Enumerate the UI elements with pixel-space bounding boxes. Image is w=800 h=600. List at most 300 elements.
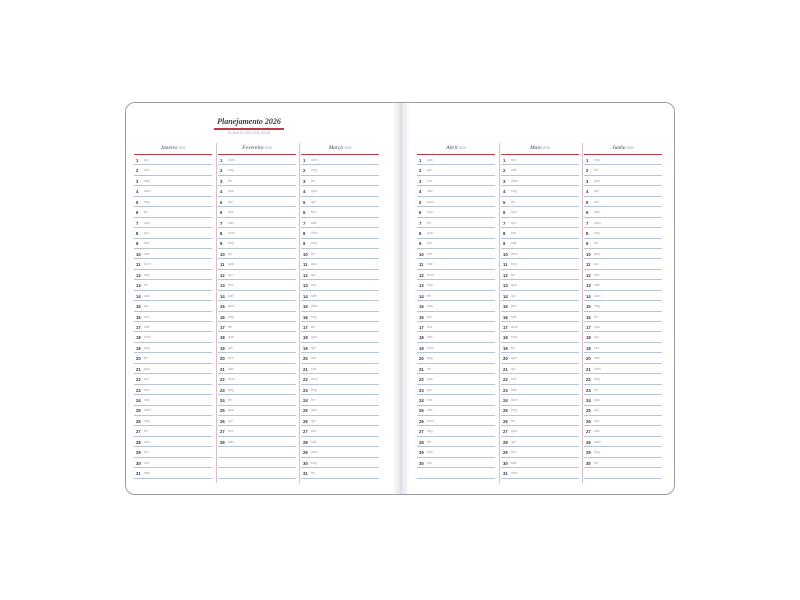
weekday-abbrev: qua [144, 293, 150, 298]
day-number: 1 [220, 157, 223, 163]
weekday-abbrev: sáb [511, 241, 517, 246]
weekday-abbrev: qua [311, 262, 317, 267]
weekday-abbrev: ter [144, 429, 148, 434]
day-number: 27 [303, 429, 308, 435]
day-list [301, 155, 379, 479]
day-number: 22 [136, 377, 141, 383]
day-row [218, 322, 296, 332]
month-header [301, 143, 379, 153]
day-number: 25 [303, 408, 308, 414]
weekday-abbrev: qua [594, 178, 600, 183]
weekday-abbrev: seg [228, 314, 234, 319]
day-row [134, 468, 212, 478]
weekday-abbrev: dom [144, 262, 151, 267]
day-row [501, 437, 579, 447]
day-row [218, 301, 296, 311]
day-number: 23 [136, 387, 141, 393]
weekday-abbrev: dom [228, 377, 235, 382]
weekday-abbrev: qua [594, 324, 600, 329]
weekday-abbrev: qui [427, 168, 432, 173]
day-row [584, 259, 662, 269]
weekday-abbrev: seg [511, 189, 517, 194]
day-row [417, 447, 495, 457]
day-row [301, 437, 379, 447]
day-number: 7 [503, 220, 506, 226]
month-header [134, 143, 212, 153]
day-number: 23 [419, 387, 424, 393]
weekday-abbrev: ter [144, 356, 148, 361]
column-divider [582, 143, 583, 483]
day-row [218, 416, 296, 426]
day-number: 12 [586, 272, 591, 278]
weekday-abbrev: qui [427, 460, 432, 465]
day-row [584, 270, 662, 280]
day-number: 8 [503, 231, 506, 236]
day-row [134, 249, 212, 259]
weekday-abbrev: ter [594, 168, 598, 173]
weekday-abbrev: sáb [144, 471, 150, 476]
day-number: 4 [503, 189, 506, 195]
weekday-abbrev: qui [311, 418, 316, 423]
day-number: 8 [419, 231, 422, 236]
day-row [501, 280, 579, 290]
weekday-abbrev: qua [144, 439, 150, 444]
weekday-abbrev: ter [511, 418, 515, 423]
weekday-abbrev: dom [311, 450, 318, 455]
day-list [501, 155, 579, 479]
weekday-abbrev: seg [594, 450, 600, 455]
weekday-abbrev: ter [427, 293, 431, 298]
day-row [134, 186, 212, 196]
day-number: 7 [419, 220, 422, 226]
day-row [584, 385, 662, 395]
day-number: 5 [136, 199, 139, 205]
day-row [501, 406, 579, 416]
month-column [301, 143, 379, 479]
day-row [134, 259, 212, 269]
weekday-abbrev: qua [511, 356, 517, 361]
day-number: 19 [586, 345, 591, 351]
day-number: 18 [136, 335, 141, 341]
day-number: 19 [503, 345, 508, 351]
day-number: 11 [419, 262, 424, 268]
weekday-abbrev: dom [511, 251, 518, 256]
weekday-abbrev: sex [594, 199, 600, 204]
day-row [218, 176, 296, 186]
day-row [134, 343, 212, 353]
weekday-abbrev: qua [511, 429, 517, 434]
day-number: 30 [586, 460, 591, 466]
weekday-abbrev: sex [311, 210, 317, 215]
day-row [301, 416, 379, 426]
weekday-abbrev: qui [511, 220, 516, 225]
weekday-abbrev: sex [511, 157, 517, 162]
day-number: 20 [586, 356, 591, 362]
day-number: 7 [220, 220, 223, 226]
day-row [134, 218, 212, 228]
day-row [218, 353, 296, 363]
day-number: 20 [419, 356, 424, 362]
day-row [134, 406, 212, 416]
weekday-abbrev: qua [427, 377, 433, 382]
weekday-abbrev: qua [228, 189, 234, 194]
day-row [301, 239, 379, 249]
day-number: 31 [503, 471, 508, 477]
day-number: 15 [586, 304, 591, 310]
day-number: 28 [136, 439, 141, 445]
day-row [301, 447, 379, 457]
weekday-abbrev: ter [594, 314, 598, 319]
day-number: 16 [303, 314, 308, 320]
day-row [584, 395, 662, 405]
weekday-abbrev: dom [594, 220, 601, 225]
day-number: 27 [220, 429, 225, 435]
weekday-abbrev: dom [594, 439, 601, 444]
weekday-abbrev: sex [594, 345, 600, 350]
day-number: 27 [586, 429, 591, 435]
day-number: 26 [136, 418, 141, 424]
day-number: 25 [136, 408, 141, 414]
day-row [218, 385, 296, 395]
day-number: 14 [503, 293, 508, 299]
day-row [218, 374, 296, 384]
weekday-abbrev: sáb [144, 251, 150, 256]
day-row [584, 468, 662, 478]
day-row [134, 458, 212, 468]
day-row [134, 353, 212, 363]
day-row [417, 395, 495, 405]
day-row [417, 406, 495, 416]
weekday-abbrev: ter [427, 439, 431, 444]
weekday-abbrev: qua [228, 408, 234, 413]
weekday-abbrev: seg [427, 429, 433, 434]
weekday-abbrev: seg [594, 231, 600, 235]
day-row [301, 406, 379, 416]
day-number: 11 [303, 262, 308, 268]
day-number: 6 [503, 210, 506, 216]
day-row [134, 301, 212, 311]
planner-spread [125, 102, 675, 495]
day-row [134, 176, 212, 186]
month-column [501, 143, 579, 479]
weekday-abbrev: dom [228, 304, 235, 309]
day-number: 27 [503, 429, 508, 435]
day-number: 24 [419, 398, 424, 403]
day-row [584, 301, 662, 311]
weekday-abbrev: sex [511, 377, 517, 382]
month-header [218, 143, 296, 153]
day-row [301, 468, 379, 478]
day-number: 18 [419, 335, 424, 341]
day-number: 7 [303, 220, 306, 226]
day-row [501, 426, 579, 436]
weekday-abbrev: qua [427, 157, 433, 162]
day-number: 10 [136, 251, 141, 257]
day-row [218, 259, 296, 269]
day-number: 22 [303, 377, 308, 383]
weekday-abbrev: seg [144, 272, 150, 277]
day-number: 26 [503, 418, 508, 424]
day-row [301, 322, 379, 332]
day-number: 24 [136, 398, 141, 403]
day-number: 4 [220, 189, 223, 195]
month-name: Março [328, 145, 344, 151]
weekday-abbrev: dom [594, 293, 601, 298]
day-number: 2 [220, 168, 223, 174]
day-row [417, 426, 495, 436]
day-number: 10 [503, 251, 508, 257]
month-header [501, 143, 579, 153]
month-name: Abril [446, 145, 458, 151]
day-number: 6 [303, 210, 306, 216]
day-row [218, 197, 296, 207]
day-row [417, 312, 495, 322]
weekday-abbrev: qui [144, 450, 149, 455]
day-number: 29 [419, 450, 424, 456]
weekday-abbrev: sex [144, 241, 150, 246]
weekday-abbrev: sáb [594, 429, 600, 434]
day-number: 7 [586, 220, 589, 226]
day-row [301, 458, 379, 468]
weekday-abbrev: sex [594, 272, 600, 277]
day-row [218, 280, 296, 290]
day-number: 21 [136, 366, 141, 372]
weekday-abbrev: qui [144, 377, 149, 382]
month-name: Junho [612, 145, 626, 151]
weekday-abbrev: sex [427, 324, 433, 329]
day-row [134, 155, 212, 165]
day-row [301, 374, 379, 384]
day-number: 9 [220, 241, 223, 247]
weekday-abbrev: dom [228, 231, 235, 235]
day-row [301, 165, 379, 175]
day-number: 30 [303, 460, 308, 466]
day-row [584, 228, 662, 238]
day-row [584, 447, 662, 457]
weekday-abbrev: sex [427, 178, 433, 183]
weekday-abbrev: dom [427, 199, 434, 204]
day-row [584, 312, 662, 322]
month-column [218, 143, 296, 479]
day-row [218, 332, 296, 342]
day-number: 17 [419, 324, 424, 330]
page-subtitle: PLANIFICACIÓN 2026 [227, 130, 271, 135]
day-number: 9 [303, 241, 306, 247]
day-number: 4 [419, 189, 422, 195]
day-number: 8 [136, 231, 139, 236]
day-number: 22 [220, 377, 225, 383]
weekday-abbrev: dom [311, 377, 318, 382]
day-row [218, 165, 296, 175]
day-row [301, 353, 379, 363]
day-row [417, 301, 495, 311]
day-number: 2 [419, 168, 422, 174]
weekday-abbrev: sáb [511, 387, 517, 392]
day-row [417, 165, 495, 175]
day-row [417, 280, 495, 290]
day-number: 5 [303, 199, 306, 205]
day-row [501, 155, 579, 165]
day-row [417, 197, 495, 207]
weekday-abbrev: sex [311, 283, 317, 288]
weekday-abbrev: qua [144, 220, 150, 225]
weekday-abbrev: ter [311, 178, 315, 183]
weekday-abbrev: sex [594, 418, 600, 423]
weekday-abbrev: ter [511, 272, 515, 277]
day-row [501, 322, 579, 332]
day-row [501, 218, 579, 228]
day-row [134, 312, 212, 322]
weekday-abbrev: seg [511, 408, 517, 413]
day-row [584, 291, 662, 301]
day-row [501, 416, 579, 426]
day-list [134, 155, 212, 479]
day-number: 13 [503, 283, 508, 289]
day-number: 3 [220, 178, 223, 184]
day-row [501, 385, 579, 395]
day-row [301, 228, 379, 238]
weekday-abbrev: ter [311, 251, 315, 256]
day-number: 11 [586, 262, 591, 268]
day-number: 13 [303, 283, 308, 289]
weekday-abbrev: dom [144, 335, 151, 340]
day-row [417, 259, 495, 269]
day-number: 15 [136, 304, 141, 310]
day-number: 14 [303, 293, 308, 299]
weekday-abbrev: dom [511, 324, 518, 329]
day-number: 21 [419, 366, 424, 372]
day-row [134, 416, 212, 426]
day-row [218, 426, 296, 436]
day-number: 24 [303, 398, 308, 403]
day-number: 12 [220, 272, 225, 278]
day-number: 12 [136, 272, 141, 278]
day-row [134, 197, 212, 207]
weekday-abbrev: sáb [511, 168, 517, 173]
day-number: 1 [303, 157, 306, 163]
weekday-abbrev: qua [228, 335, 234, 340]
day-number: 30 [419, 460, 424, 466]
day-row [417, 458, 495, 468]
day-number: 25 [503, 408, 508, 414]
weekday-abbrev: ter [311, 471, 315, 476]
day-row [218, 437, 296, 447]
month-year: 2026 [178, 146, 186, 150]
weekday-abbrev: sáb [228, 220, 234, 225]
weekday-abbrev: sex [228, 429, 234, 434]
day-number: 6 [419, 210, 422, 216]
day-row [134, 270, 212, 280]
weekday-abbrev: seg [144, 199, 150, 204]
day-number: 3 [503, 178, 506, 184]
weekday-abbrev: sáb [511, 314, 517, 319]
weekday-abbrev: sáb [228, 293, 234, 298]
day-number: 21 [503, 366, 508, 372]
day-row [417, 155, 495, 165]
weekday-abbrev: ter [311, 398, 315, 402]
day-row [218, 249, 296, 259]
day-number: 29 [136, 450, 141, 456]
day-row [584, 343, 662, 353]
weekday-abbrev: qua [311, 408, 317, 413]
weekday-abbrev: sáb [594, 356, 600, 361]
day-number: 22 [586, 377, 591, 383]
day-row [501, 353, 579, 363]
day-row [584, 197, 662, 207]
day-number: 17 [220, 324, 225, 330]
day-row [417, 437, 495, 447]
day-number: 23 [586, 387, 591, 393]
weekday-abbrev: ter [511, 199, 515, 204]
weekday-abbrev: seg [594, 157, 600, 162]
day-row [501, 301, 579, 311]
month-header [584, 143, 662, 153]
weekday-abbrev: sex [228, 283, 234, 288]
day-row [417, 322, 495, 332]
day-number: 20 [220, 356, 225, 362]
day-row [501, 207, 579, 217]
day-row [584, 165, 662, 175]
day-number: 19 [136, 345, 141, 351]
day-row [218, 447, 296, 457]
day-number: 8 [220, 231, 223, 236]
month-name: Janeiro [160, 145, 178, 151]
weekday-abbrev: ter [144, 210, 148, 215]
weekday-abbrev: ter [594, 387, 598, 392]
day-number: 8 [303, 231, 306, 236]
weekday-abbrev: sex [144, 168, 150, 173]
weekday-abbrev: sáb [311, 439, 317, 444]
day-number: 10 [220, 251, 225, 257]
weekday-abbrev: seg [311, 387, 317, 392]
weekday-abbrev: sex [144, 314, 150, 319]
weekday-abbrev: qui [427, 314, 432, 319]
weekday-abbrev: sáb [228, 366, 234, 371]
weekday-abbrev: dom [144, 189, 151, 194]
weekday-abbrev: ter [228, 324, 232, 329]
day-number: 19 [303, 345, 308, 351]
day-row [301, 197, 379, 207]
weekday-abbrev: dom [427, 345, 434, 350]
day-row [501, 447, 579, 457]
day-number: 20 [303, 356, 308, 362]
day-row [301, 385, 379, 395]
weekday-abbrev: qui [511, 439, 516, 444]
month-year: 2026 [264, 146, 272, 150]
day-row [584, 249, 662, 259]
day-row [417, 218, 495, 228]
day-row [301, 312, 379, 322]
day-row [301, 343, 379, 353]
day-row [501, 228, 579, 238]
weekday-abbrev: qui [511, 366, 516, 371]
day-list [417, 155, 495, 479]
day-number: 30 [136, 460, 141, 466]
day-row [134, 395, 212, 405]
day-row [301, 280, 379, 290]
weekday-abbrev: qui [228, 272, 233, 277]
month-column [134, 143, 212, 479]
day-number: 10 [586, 251, 591, 257]
day-row [501, 239, 579, 249]
day-row [301, 207, 379, 217]
day-number: 12 [303, 272, 308, 278]
day-row [584, 207, 662, 217]
day-number: 17 [503, 324, 508, 330]
day-row [501, 395, 579, 405]
month-column [417, 143, 495, 479]
day-number: 8 [586, 231, 589, 236]
